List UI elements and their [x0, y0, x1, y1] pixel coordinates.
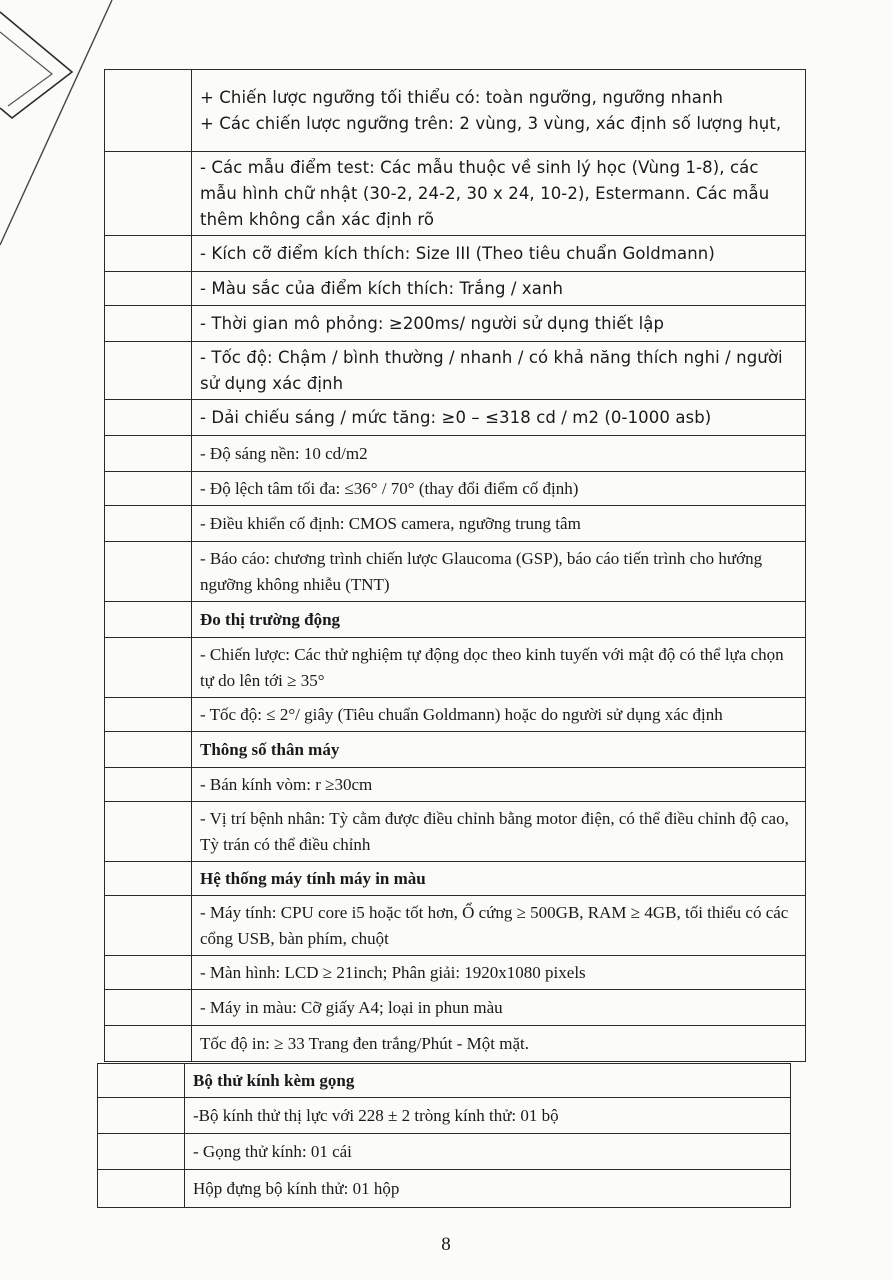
spec-text: - Tốc độ: ≤ 2°/ giây (Tiêu chuẩn Goldmann) hoặc do người sử dụng xác định	[200, 704, 723, 724]
empty-label-cell	[105, 956, 192, 990]
spec-cell	[192, 638, 806, 698]
spec-text: - Thời gian mô phỏng: ≥200ms/ người sử dụng thiết lập	[200, 313, 665, 333]
spec-text: - Báo cáo: chương trình chiến lược Glaucoma (GSP), báo cáo tiến trình cho hướng ngưỡng không nhiễu (TNT)	[200, 548, 763, 594]
spec-cell	[192, 472, 806, 506]
table-row	[105, 698, 806, 732]
table-row	[98, 1170, 791, 1208]
spec-cell	[192, 306, 806, 342]
spec-cell	[192, 506, 806, 542]
table-row	[105, 732, 806, 768]
empty-label-cell	[105, 272, 192, 306]
spec-cell	[192, 768, 806, 802]
table-row	[105, 472, 806, 506]
empty-label-cell	[105, 152, 192, 236]
spec-cell	[192, 956, 806, 990]
table-row	[105, 272, 806, 306]
empty-label-cell	[105, 768, 192, 802]
spec-cell	[185, 1170, 791, 1208]
spec-text: - Độ sáng nền: 10 cd/m2	[200, 443, 368, 463]
spec-table-main	[104, 69, 806, 1062]
empty-label-cell	[105, 862, 192, 896]
spec-text: -Bộ kính thử thị lực với 228 ± 2 tròng kính thử: 01 bộ	[193, 1105, 559, 1125]
table-row	[105, 768, 806, 802]
spec-cell	[192, 436, 806, 472]
table-row	[105, 990, 806, 1026]
spec-text: - Màu sắc của điểm kích thích: Trắng / xanh	[200, 278, 564, 298]
empty-label-cell	[105, 306, 192, 342]
empty-label-cell	[105, 990, 192, 1026]
empty-label-cell	[105, 472, 192, 506]
spec-text: - Máy tính: CPU core i5 hoặc tốt hơn, Ổ cứng ≥ 500GB, RAM ≥ 4GB, tối thiểu có các cổng USB, bàn phím, chuột	[200, 902, 789, 948]
table-row	[105, 1026, 806, 1062]
spec-text: - Dải chiếu sáng / mức tăng: ≥0 – ≤318 cd / m2 (0-1000 asb)	[200, 407, 712, 427]
spec-text: Hệ thống máy tính máy in màu	[200, 868, 426, 888]
spec-cell	[192, 896, 806, 956]
spec-cell	[192, 342, 806, 400]
empty-label-cell	[105, 542, 192, 602]
spec-cell	[192, 152, 806, 236]
spec-text: - Máy in màu: Cỡ giấy A4; loại in phun màu	[200, 997, 503, 1017]
table-row	[105, 152, 806, 236]
spec-cell	[192, 698, 806, 732]
empty-label-cell	[105, 896, 192, 956]
spec-text: - Chiến lược: Các thử nghiệm tự động dọc theo kinh tuyến với mật độ có thể lựa chọn tự do lên tới ≥ 35°	[200, 644, 784, 690]
table-row	[105, 400, 806, 436]
empty-label-cell	[105, 602, 192, 638]
spec-text: - Màn hình: LCD ≥ 21inch; Phân giải: 1920x1080 pixels	[200, 962, 586, 982]
table-row	[98, 1064, 791, 1098]
empty-label-cell	[105, 236, 192, 272]
page-number: 8	[441, 1234, 451, 1255]
empty-label-cell	[98, 1170, 185, 1208]
spec-table-lens-kit	[97, 1063, 791, 1208]
table-row	[105, 506, 806, 542]
spec-text: - Gọng thử kính: 01 cái	[193, 1141, 352, 1161]
spec-cell	[192, 732, 806, 768]
spec-cell	[185, 1064, 791, 1098]
spec-cell	[192, 602, 806, 638]
spec-cell	[185, 1134, 791, 1170]
empty-label-cell	[105, 638, 192, 698]
empty-label-cell	[105, 802, 192, 862]
spec-cell	[185, 1098, 791, 1134]
spec-text: Bộ thử kính kèm gọng	[193, 1070, 355, 1090]
table-row	[105, 862, 806, 896]
spec-cell	[192, 400, 806, 436]
spec-text: - Độ lệch tâm tối đa: ≤36° / 70° (thay đổi điểm cố định)	[200, 478, 579, 498]
spec-cell	[192, 70, 806, 152]
spec-cell	[192, 542, 806, 602]
spec-text: - Vị trí bệnh nhân: Tỳ cằm được điều chỉnh bằng motor điện, có thể điều chỉnh độ cao, Tỳ trán có thể điều chỉnh	[200, 808, 789, 854]
spec-cell	[192, 990, 806, 1026]
empty-label-cell	[105, 436, 192, 472]
table-row	[98, 1134, 791, 1170]
empty-label-cell	[105, 70, 192, 152]
table-row	[105, 602, 806, 638]
spec-cell	[192, 236, 806, 272]
table-row	[105, 896, 806, 956]
table-row	[105, 236, 806, 272]
table-row	[105, 956, 806, 990]
spec-text: - Điều khiển cố định: CMOS camera, ngưỡng trung tâm	[200, 513, 581, 533]
spec-text: - Các mẫu điểm test: Các mẫu thuộc về sinh lý học (Vùng 1-8), các mẫu hình chữ nhật (30-2, 24-2, 30 x 24, 10-2), Estermann. Các mẫu thêm không cần xác định rõ	[200, 157, 770, 229]
table-row	[98, 1098, 791, 1134]
spec-text: - Kích cỡ điểm kích thích: Size III (Theo tiêu chuẩn Goldmann)	[200, 243, 715, 263]
table-row	[105, 638, 806, 698]
empty-label-cell	[98, 1064, 185, 1098]
empty-label-cell	[98, 1098, 185, 1134]
spec-text: Hộp đựng bộ kính thử: 01 hộp	[193, 1178, 400, 1198]
table-row	[105, 436, 806, 472]
empty-label-cell	[98, 1134, 185, 1170]
table-row	[105, 542, 806, 602]
empty-label-cell	[105, 342, 192, 400]
empty-label-cell	[105, 1026, 192, 1062]
spec-text: Tốc độ in: ≥ 33 Trang đen trắng/Phút - Một mặt.	[200, 1033, 530, 1053]
spec-text: - Bán kính vòm: r ≥30cm	[200, 774, 373, 794]
empty-label-cell	[105, 732, 192, 768]
table-row	[105, 342, 806, 400]
spec-text: + Chiến lược ngưỡng tối thiểu có: toàn ngưỡng, ngưỡng nhanh	[200, 87, 724, 107]
spec-cell	[192, 862, 806, 896]
spec-cell	[192, 1026, 806, 1062]
spec-text: Đo thị trường động	[200, 609, 341, 629]
empty-label-cell	[105, 698, 192, 732]
spec-text: + Các chiến lược ngưỡng trên: 2 vùng, 3 vùng, xác định số lượng hụt,	[200, 113, 782, 133]
empty-label-cell	[105, 400, 192, 436]
table-row	[105, 802, 806, 862]
table-row	[105, 70, 806, 152]
spec-text: - Tốc độ: Chậm / bình thường / nhanh / có khả năng thích nghi / người sử dụng xác định	[200, 347, 783, 393]
spec-cell	[192, 802, 806, 862]
table-row	[105, 306, 806, 342]
spec-text: Thông số thân máy	[200, 739, 340, 759]
spec-cell	[192, 272, 806, 306]
empty-label-cell	[105, 506, 192, 542]
